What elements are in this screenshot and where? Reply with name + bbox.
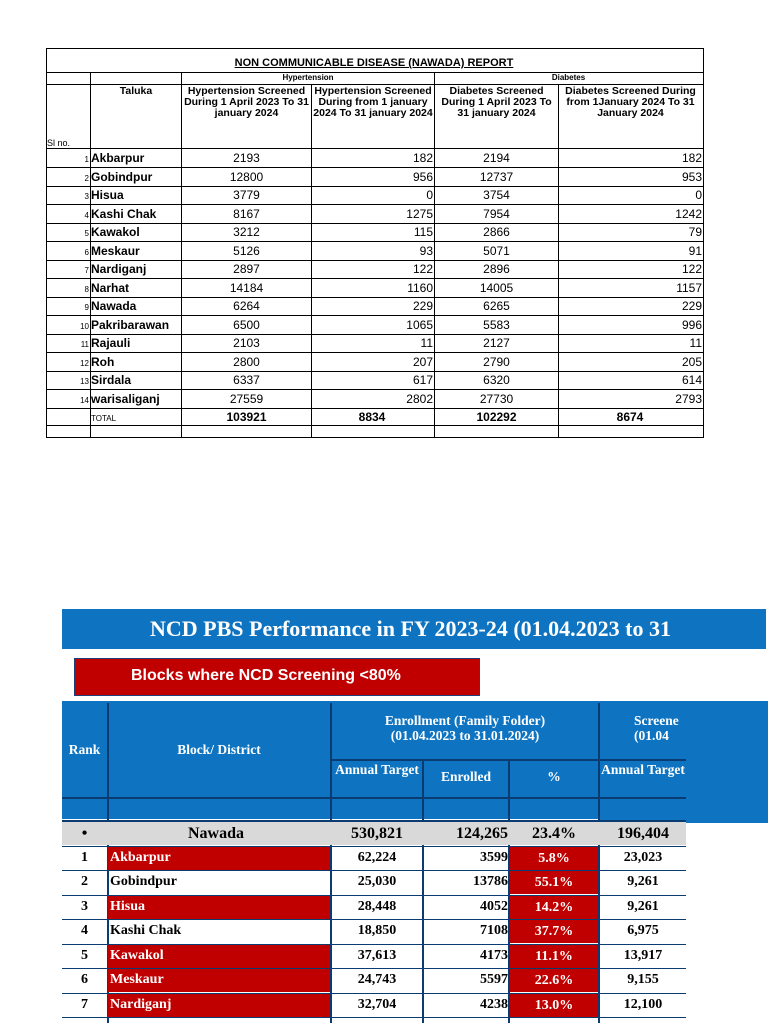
divider <box>62 797 686 799</box>
header-taluka: Taluka <box>119 85 153 97</box>
row-block-cell <box>108 896 330 919</box>
row-diabetes-fy: 3754 <box>483 188 510 202</box>
row-hypertension-jan: 0 <box>426 188 433 202</box>
total-label: TOTAL <box>91 414 117 423</box>
row-slno: 2 <box>84 173 89 183</box>
header-enrollment-line2: (01.04.2023 to 31.01.2024) <box>390 728 540 743</box>
row-hypertension-jan: 229 <box>412 299 433 313</box>
row-hypertension-fy: 6500 <box>233 317 260 332</box>
row-hypertension-fy: 6337 <box>233 373 260 387</box>
header-percent: % <box>547 769 561 784</box>
row-annual-target: 25,030 <box>357 874 397 889</box>
header-screened <box>600 713 754 743</box>
row-diabetes-jan: 0 <box>695 188 702 202</box>
row-diabetes-fy: 27730 <box>479 391 514 406</box>
row-block-name: Meskaur <box>110 972 164 987</box>
row-diabetes-jan: 91 <box>688 243 702 258</box>
table-row <box>46 297 704 315</box>
row-slno: 9 <box>84 303 89 312</box>
row-diabetes-fy: 2896 <box>483 262 510 276</box>
row-rank: 4 <box>81 923 88 938</box>
row-block-cell <box>108 994 330 1017</box>
header-hypertension-fy: Hypertension Screened During 1 April 2023 To 31 january 2024 <box>184 85 309 119</box>
row-slno: 13 <box>80 377 89 386</box>
row-rank: 3 <box>81 898 88 914</box>
table-row <box>46 334 704 352</box>
row-percent: 11.1% <box>510 945 598 968</box>
row-slno: 14 <box>80 395 89 405</box>
block-row <box>62 920 686 943</box>
row-rank: 5 <box>81 947 88 963</box>
table-row <box>46 149 704 167</box>
header-slno: Sl no. <box>47 138 71 148</box>
row-hypertension-fy: 8167 <box>233 206 260 221</box>
row-enrolled: 4173 <box>480 947 508 963</box>
row-diabetes-fy: 5071 <box>483 243 510 258</box>
block-row <box>62 847 686 870</box>
group-diabetes: Diabetes <box>551 73 586 82</box>
row-hypertension-fy: 2800 <box>233 354 260 369</box>
row-hypertension-jan: 956 <box>412 169 433 184</box>
row-diabetes-jan: 229 <box>681 299 702 313</box>
total-hypertension-jan: 8834 <box>358 410 386 424</box>
row-block-name: Nawada <box>188 825 245 842</box>
row-slno: 1 <box>84 155 89 164</box>
row-taluka: Rajauli <box>91 336 131 350</box>
row-hypertension-jan: 617 <box>412 373 433 387</box>
row-taluka: Nardiganj <box>91 262 147 276</box>
row-diabetes-fy: 5583 <box>483 317 510 332</box>
header-block: Block/ District <box>177 742 261 757</box>
table-row <box>46 353 704 371</box>
header-enrolled: Enrolled <box>440 769 491 784</box>
row-block-name: Hisua <box>110 898 146 914</box>
row-hypertension-jan: 1160 <box>407 280 433 295</box>
row-slno: 5 <box>84 229 89 238</box>
header-enrollment-line1: Enrollment (Family Folder) <box>384 713 546 728</box>
row-percent: 5.8% <box>510 847 598 870</box>
row-hypertension-fy: 27559 <box>229 391 264 406</box>
row-hypertension-jan: 11 <box>420 336 433 350</box>
row-block-name: Nardiganj <box>110 996 172 1012</box>
row-screen-target: 13,917 <box>623 947 663 963</box>
block-row <box>62 896 686 919</box>
row-hypertension-jan: 1275 <box>406 206 433 221</box>
row-diabetes-fy: 7954 <box>483 206 510 221</box>
row-block-cell <box>108 920 330 943</box>
row-enrolled: 3599 <box>480 849 508 865</box>
row-enrolled: 13786 <box>473 874 508 889</box>
row-annual-target: 18,850 <box>357 923 397 938</box>
row-rank: • <box>81 825 88 842</box>
row-block-name: Gobindpur <box>110 874 177 889</box>
row-diabetes-jan: 2793 <box>675 391 702 406</box>
row-slno: 8 <box>84 284 89 294</box>
row-enrolled: 4238 <box>480 996 508 1012</box>
header-rank: Rank <box>68 742 101 757</box>
row-slno: 3 <box>84 192 89 201</box>
row-hypertension-fy: 3212 <box>233 225 260 239</box>
row-diabetes-fy: 2866 <box>483 225 510 239</box>
header-enrollment <box>332 713 598 743</box>
row-diabetes-jan: 79 <box>688 225 702 239</box>
row-hypertension-fy: 2103 <box>233 336 260 350</box>
row-block-cell <box>108 945 330 968</box>
row-block-cell <box>108 871 330 894</box>
report-title: NON COMMUNICABLE DISEASE (NAWADA) REPORT <box>234 57 514 69</box>
total-diabetes-fy: 102292 <box>476 410 517 424</box>
total-hypertension-fy: 103921 <box>226 410 267 424</box>
divider <box>330 759 686 761</box>
row-hypertension-fy: 14184 <box>229 280 264 295</box>
row-annual-target: 28,448 <box>357 898 397 914</box>
row-hypertension-fy: 2193 <box>233 151 260 165</box>
row-rank: 2 <box>81 874 88 889</box>
row-taluka: Pakribarawan <box>91 317 170 332</box>
row-block-name: Kawakol <box>110 947 164 963</box>
divider <box>62 1017 686 1018</box>
row-diabetes-jan: 1242 <box>675 206 702 221</box>
row-hypertension-jan: 2802 <box>406 391 433 406</box>
row-taluka: Meskaur <box>91 243 140 258</box>
row-hypertension-fy: 3779 <box>233 188 260 202</box>
row-diabetes-fy: 14005 <box>479 280 514 295</box>
row-screen-target: 9,261 <box>627 874 659 889</box>
row-annual-target: 530,821 <box>351 825 403 842</box>
row-diabetes-jan: 205 <box>681 354 702 369</box>
ncd-report-table <box>46 48 704 438</box>
screening-banner: Blocks where NCD Screening <80% <box>74 658 480 696</box>
table-row <box>46 168 704 186</box>
header-screen-target: Annual Target <box>601 762 685 777</box>
block-row <box>62 945 686 968</box>
row-taluka: Roh <box>91 354 115 369</box>
row-screen-target: 196,404 <box>617 825 669 842</box>
row-screen-target: 23,023 <box>623 849 663 865</box>
ncd-performance-slide <box>62 609 768 1024</box>
table-row <box>46 223 704 241</box>
row-diabetes-fy: 12737 <box>479 169 514 184</box>
row-screen-target: 12,100 <box>623 996 663 1012</box>
row-enrolled: 4052 <box>480 898 508 914</box>
row-hypertension-jan: 182 <box>412 151 433 165</box>
total-row <box>46 408 704 426</box>
row-screen-target: 6,975 <box>627 923 659 938</box>
row-annual-target: 32,704 <box>357 996 397 1012</box>
table-row <box>46 316 704 334</box>
row-taluka: Gobindpur <box>91 169 153 184</box>
table-row <box>46 260 704 278</box>
total-diabetes-jan: 8674 <box>616 410 644 424</box>
row-taluka: Sirdala <box>91 373 132 387</box>
row-slno: 12 <box>80 358 89 368</box>
row-diabetes-fy: 6265 <box>483 299 510 313</box>
group-hypertension: Hypertension <box>282 73 334 82</box>
table-row <box>46 242 704 260</box>
row-hypertension-jan: 115 <box>413 225 433 239</box>
table-row <box>46 186 704 204</box>
row-enrolled: 7108 <box>480 923 508 938</box>
row-slno: 4 <box>84 210 89 220</box>
row-hypertension-fy: 12800 <box>229 169 264 184</box>
row-diabetes-jan: 996 <box>681 317 702 332</box>
row-block-name: Kashi Chak <box>110 923 182 938</box>
row-rank: 7 <box>81 996 88 1012</box>
table-row <box>46 279 704 297</box>
row-enrolled: 5597 <box>480 972 508 987</box>
table-row <box>46 371 704 389</box>
row-annual-target: 37,613 <box>357 947 397 963</box>
row-block-cell <box>108 847 330 870</box>
header-diabetes-fy: Diabetes Screened During 1 April 2023 To 31 january 2024 <box>441 85 552 119</box>
row-hypertension-jan: 1065 <box>406 317 433 332</box>
row-screen-target: 9,155 <box>627 972 659 987</box>
row-screen-target: 9,261 <box>627 898 659 914</box>
block-row <box>62 969 686 992</box>
block-row <box>62 871 686 894</box>
row-percent: 37.7% <box>510 920 598 943</box>
row-taluka: Kashi Chak <box>91 206 157 221</box>
table-row <box>46 390 704 408</box>
row-block-name: Akbarpur <box>110 849 171 865</box>
row-hypertension-fy: 5126 <box>233 243 260 258</box>
row-diabetes-jan: 614 <box>681 373 702 387</box>
row-enrolled: 124,265 <box>456 825 508 842</box>
row-percent: 23.4% <box>532 825 576 842</box>
row-diabetes-jan: 11 <box>689 336 702 350</box>
row-diabetes-fy: 2194 <box>483 151 510 165</box>
row-rank: 1 <box>81 849 88 865</box>
row-taluka: Narhat <box>91 280 130 295</box>
row-percent: 14.2% <box>510 896 598 919</box>
row-slno: 6 <box>84 247 89 257</box>
row-taluka: warisaliganj <box>91 391 160 406</box>
row-hypertension-fy: 6264 <box>233 299 260 313</box>
row-diabetes-jan: 122 <box>681 262 702 276</box>
row-slno: 11 <box>80 340 89 349</box>
row-diabetes-jan: 182 <box>681 151 702 165</box>
row-taluka: Akbarpur <box>91 151 145 165</box>
header-screened-line2: (01.04 <box>634 728 669 743</box>
row-hypertension-jan: 93 <box>419 243 433 258</box>
row-percent: 13.0% <box>510 994 598 1017</box>
row-diabetes-jan: 953 <box>681 169 702 184</box>
row-annual-target: 62,224 <box>357 849 397 865</box>
row-diabetes-fy: 2127 <box>483 336 510 350</box>
row-percent: 22.6% <box>510 969 598 992</box>
block-row <box>62 994 686 1017</box>
row-block-cell <box>108 969 330 992</box>
slide-title: NCD PBS Performance in FY 2023-24 (01.04.2023 to 31 <box>150 616 671 641</box>
row-taluka: Nawada <box>91 299 137 313</box>
header-annual-target: Annual Target <box>335 762 419 777</box>
row-slno: 7 <box>84 266 89 275</box>
row-diabetes-fy: 2790 <box>483 354 510 369</box>
table-row <box>46 205 704 223</box>
header-screened-line1: Screene <box>634 713 679 728</box>
row-annual-target: 24,743 <box>357 972 397 987</box>
row-diabetes-jan: 1157 <box>676 280 702 295</box>
row-slno: 10 <box>80 321 89 331</box>
row-hypertension-fy: 2897 <box>233 262 260 276</box>
header-diabetes-jan: Diabetes Screened During from 1January 2024 To 31 January 2024 <box>565 85 696 119</box>
row-rank: 6 <box>81 972 88 987</box>
header-hypertension-jan: Hypertension Screened During from 1 january 2024 To 31 january 2024 <box>313 85 433 119</box>
row-hypertension-jan: 122 <box>412 262 433 276</box>
row-hypertension-jan: 207 <box>412 354 433 369</box>
row-taluka: Hisua <box>91 188 124 202</box>
district-row <box>62 822 686 845</box>
row-block-cell <box>108 822 330 845</box>
row-percent: 55.1% <box>510 871 598 894</box>
row-taluka: Kawakol <box>91 225 140 239</box>
row-diabetes-fy: 6320 <box>483 373 510 387</box>
